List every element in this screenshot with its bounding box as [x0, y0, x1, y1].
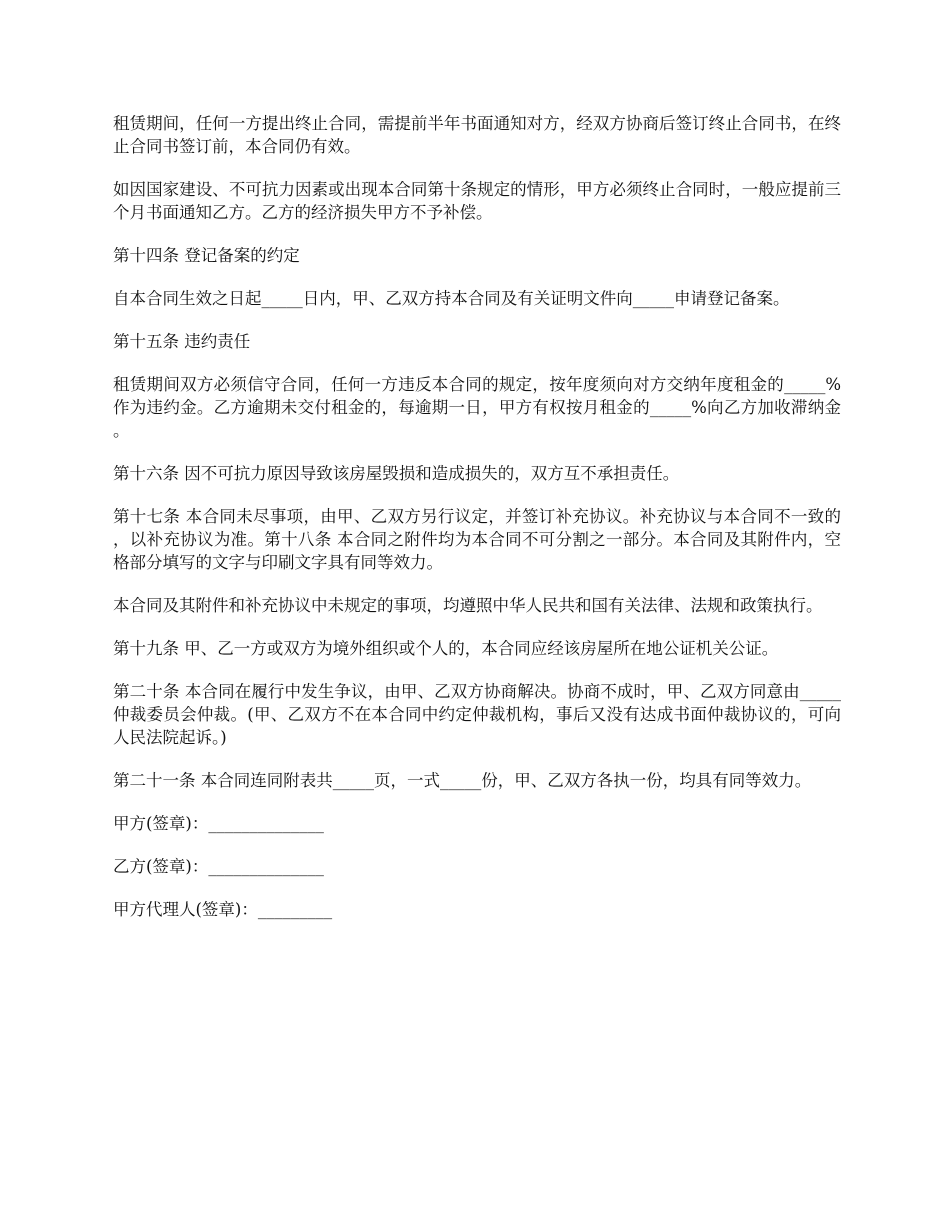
paragraph-termination-notice: 租赁期间，任何一方提出终止合同，需提前半年书面通知对方，经双方协商后签订终止合同书，在终止合同书签订前，本合同仍有效。	[113, 114, 841, 156]
signature-party-b: 乙方(签章)：______________	[113, 857, 324, 876]
paragraph-article-20: 第二十条 本合同在履行中发生争议，由甲、乙双方协商解决。协商不成时，甲、乙双方同意由_____仲裁委员会仲裁。(甲、乙双方不在本合同中约定仲裁机构，事后又没有达成书面仲裁协议的，可向人民法院起诉。)	[113, 682, 841, 747]
paragraph-applicable-law: 本合同及其附件和补充协议中未规定的事项，均遵照中华人民共和国有关法律、法规和政策执行。	[113, 596, 823, 615]
paragraph-registration: 自本合同生效之日起_____日内，甲、乙双方持本合同及有关证明文件向_____申请登记备案。	[113, 289, 790, 308]
paragraph-article-21: 第二十一条 本合同连同附表共_____页，一式_____份，甲、乙双方各执一份，均具有同等效力。	[113, 771, 812, 790]
signature-party-a: 甲方(签章)：______________	[113, 814, 324, 833]
paragraph-article-17-18: 第十七条 本合同未尽事项，由甲、乙双方另行议定，并签订补充协议。补充协议与本合同不一致的，以补充协议为准。第十八条 本合同之附件均为本合同不可分割之一部分。本合同及其附件内，空格部分填写的文字与印刷文字具有同等效力。	[113, 507, 841, 572]
document-page	[113, 112, 841, 941]
paragraph-article-19: 第十九条 甲、乙一方或双方为境外组织或个人的，本合同应经该房屋所在地公证机关公证。	[113, 639, 779, 658]
heading-article-15: 第十五条 违约责任	[113, 332, 251, 351]
paragraph-breach-liability: 租赁期间双方必须信守合同，任何一方违反本合同的规定，按年度须向对方交纳年度租金的_____%作为违约金。乙方逾期未交付租金的，每逾期一日，甲方有权按月租金的_____%向乙方加收滞纳金。	[113, 375, 841, 440]
paragraph-force-majeure-termination: 如因国家建设、不可抗力因素或出现本合同第十条规定的情形，甲方必须终止合同时，一般应提前三个月书面通知乙方。乙方的经济损失甲方不予补偿。	[113, 180, 841, 222]
signature-party-a-agent: 甲方代理人(签章)：_________	[113, 900, 333, 919]
heading-article-14: 第十四条 登记备案的约定	[113, 246, 300, 265]
paragraph-article-16: 第十六条 因不可抗力原因导致该房屋毁损和造成损失的，双方互不承担责任。	[113, 464, 680, 483]
